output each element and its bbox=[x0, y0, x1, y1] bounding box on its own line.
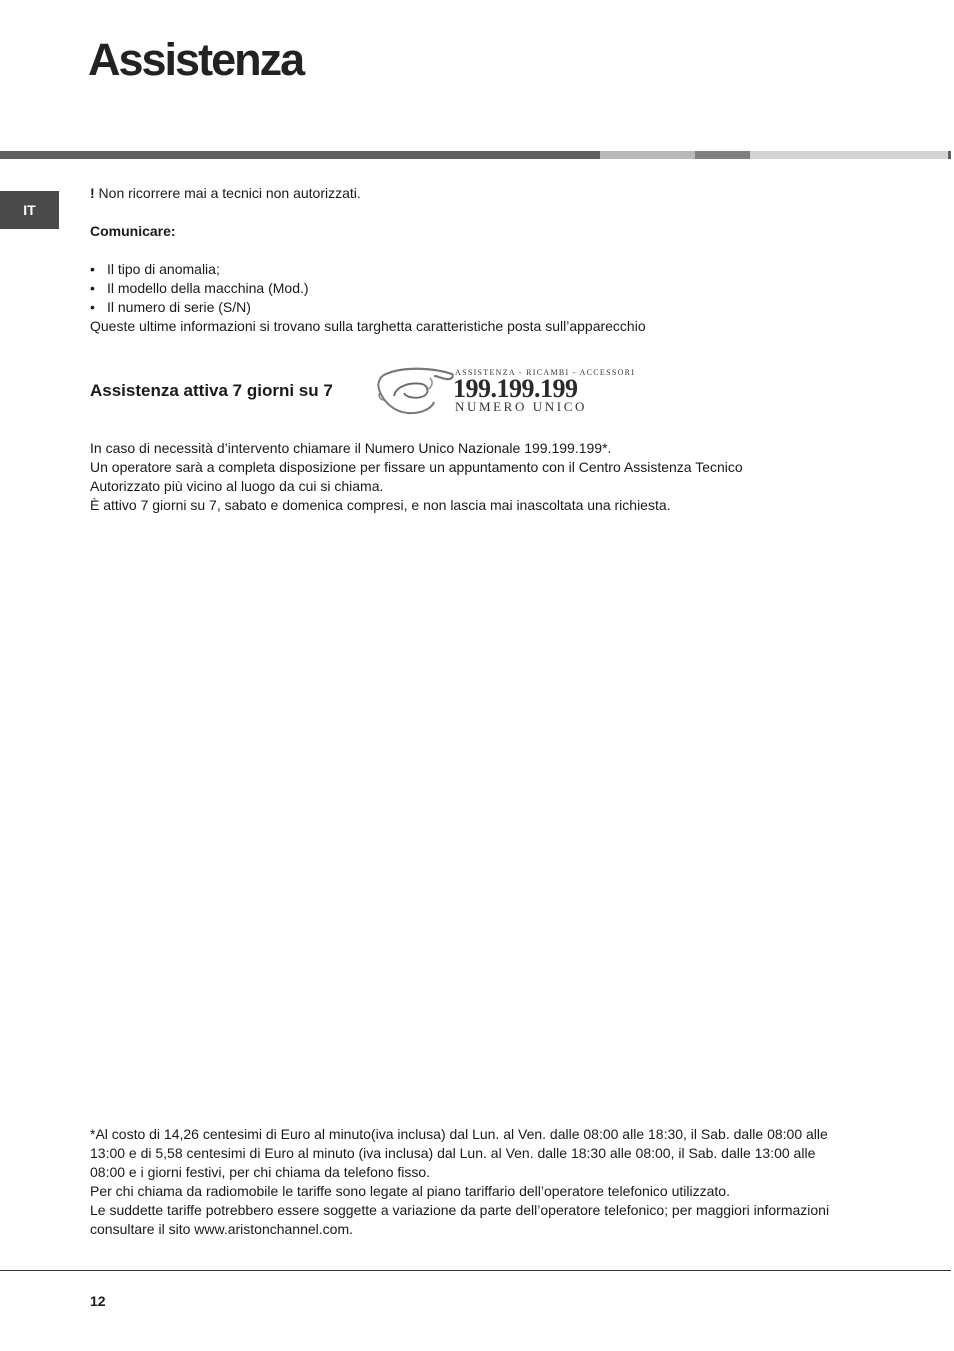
footnote-line: 08:00 e i giorni festivi, per chi chiama da telefono fisso. bbox=[90, 1164, 431, 1180]
footnote-line: Le suddette tariffe potrebbero essere soggette a variazione da parte dell’operatore telefonico; per maggiori informazioni bbox=[90, 1202, 830, 1218]
logo-subtitle: NUMERO UNICO bbox=[455, 399, 587, 414]
warning-text: Non ricorrere mai a tecnici non autorizzati. bbox=[94, 185, 361, 201]
list-item: • Il tipo di anomalia; bbox=[90, 260, 309, 279]
info-list bbox=[90, 260, 309, 317]
footnote-line: Per chi chiama da radiomobile le tariffe sono legate al piano tariffario dell’operatore telefonico utilizzato. bbox=[90, 1183, 730, 1199]
page-title: Assistenza bbox=[88, 34, 304, 85]
header-rule-segment bbox=[695, 151, 750, 159]
warning-line bbox=[90, 184, 361, 203]
service-number-logo bbox=[374, 364, 636, 416]
footer-rule bbox=[0, 1270, 951, 1271]
paragraph-line: È attivo 7 giorni su 7, sabato e domenica compresi, e non lascia mai inascoltata una richiesta. bbox=[90, 497, 671, 513]
paragraph-line: Un operatore sarà a completa disposizione per fissare un appuntamento con il Centro Assistenza Tecnico bbox=[90, 459, 743, 475]
header-rule-segment bbox=[600, 151, 695, 159]
header-rule-segment bbox=[0, 151, 600, 159]
footnote-line: 13:00 e di 5,58 centesimi di Euro al minuto (iva inclusa) dal Lun. al Ven. dalle 18:30 alle 08:00, il Sab. dalle 13:00 alle bbox=[90, 1145, 816, 1161]
header-rule bbox=[0, 151, 954, 159]
footnote-line: *Al costo di 14,26 centesimi di Euro al minuto(iva inclusa) dal Lun. al Ven. dalle 08:00 alle 18:30, il Sab. dalle 08:00 alle bbox=[90, 1126, 828, 1142]
page-number: 12 bbox=[90, 1293, 106, 1309]
list-item: • Il modello della macchina (Mod.) bbox=[90, 279, 309, 298]
logo-tagline: ASSISTENZA - RICAMBI - ACCESSORI bbox=[455, 368, 636, 377]
section-title: Assistenza attiva 7 giorni su 7 bbox=[90, 381, 333, 400]
tariff-footnote bbox=[90, 1125, 890, 1239]
assistance-description bbox=[90, 439, 743, 515]
telephone-icon bbox=[374, 366, 456, 416]
warning-mark: ! bbox=[90, 185, 95, 201]
language-tab: IT bbox=[0, 191, 59, 229]
footnote-line: consultare il sito www.aristonchannel.com. bbox=[90, 1221, 354, 1237]
communicate-heading: Comunicare: bbox=[90, 223, 176, 239]
logo-number: 199.199.199 bbox=[453, 374, 578, 403]
rating-plate-note: Queste ultime informazioni si trovano sulla targhetta caratteristiche posta sull’apparecchio bbox=[90, 318, 646, 334]
paragraph-line: In caso di necessità d’intervento chiamare il Numero Unico Nazionale 199.199.199*. bbox=[90, 440, 612, 456]
paragraph-line: Autorizzato più vicino al luogo da cui si chiama. bbox=[90, 478, 384, 494]
header-rule-segment bbox=[750, 151, 948, 159]
list-item: • Il numero di serie (S/N) bbox=[90, 298, 309, 317]
header-rule-segment bbox=[948, 151, 951, 159]
